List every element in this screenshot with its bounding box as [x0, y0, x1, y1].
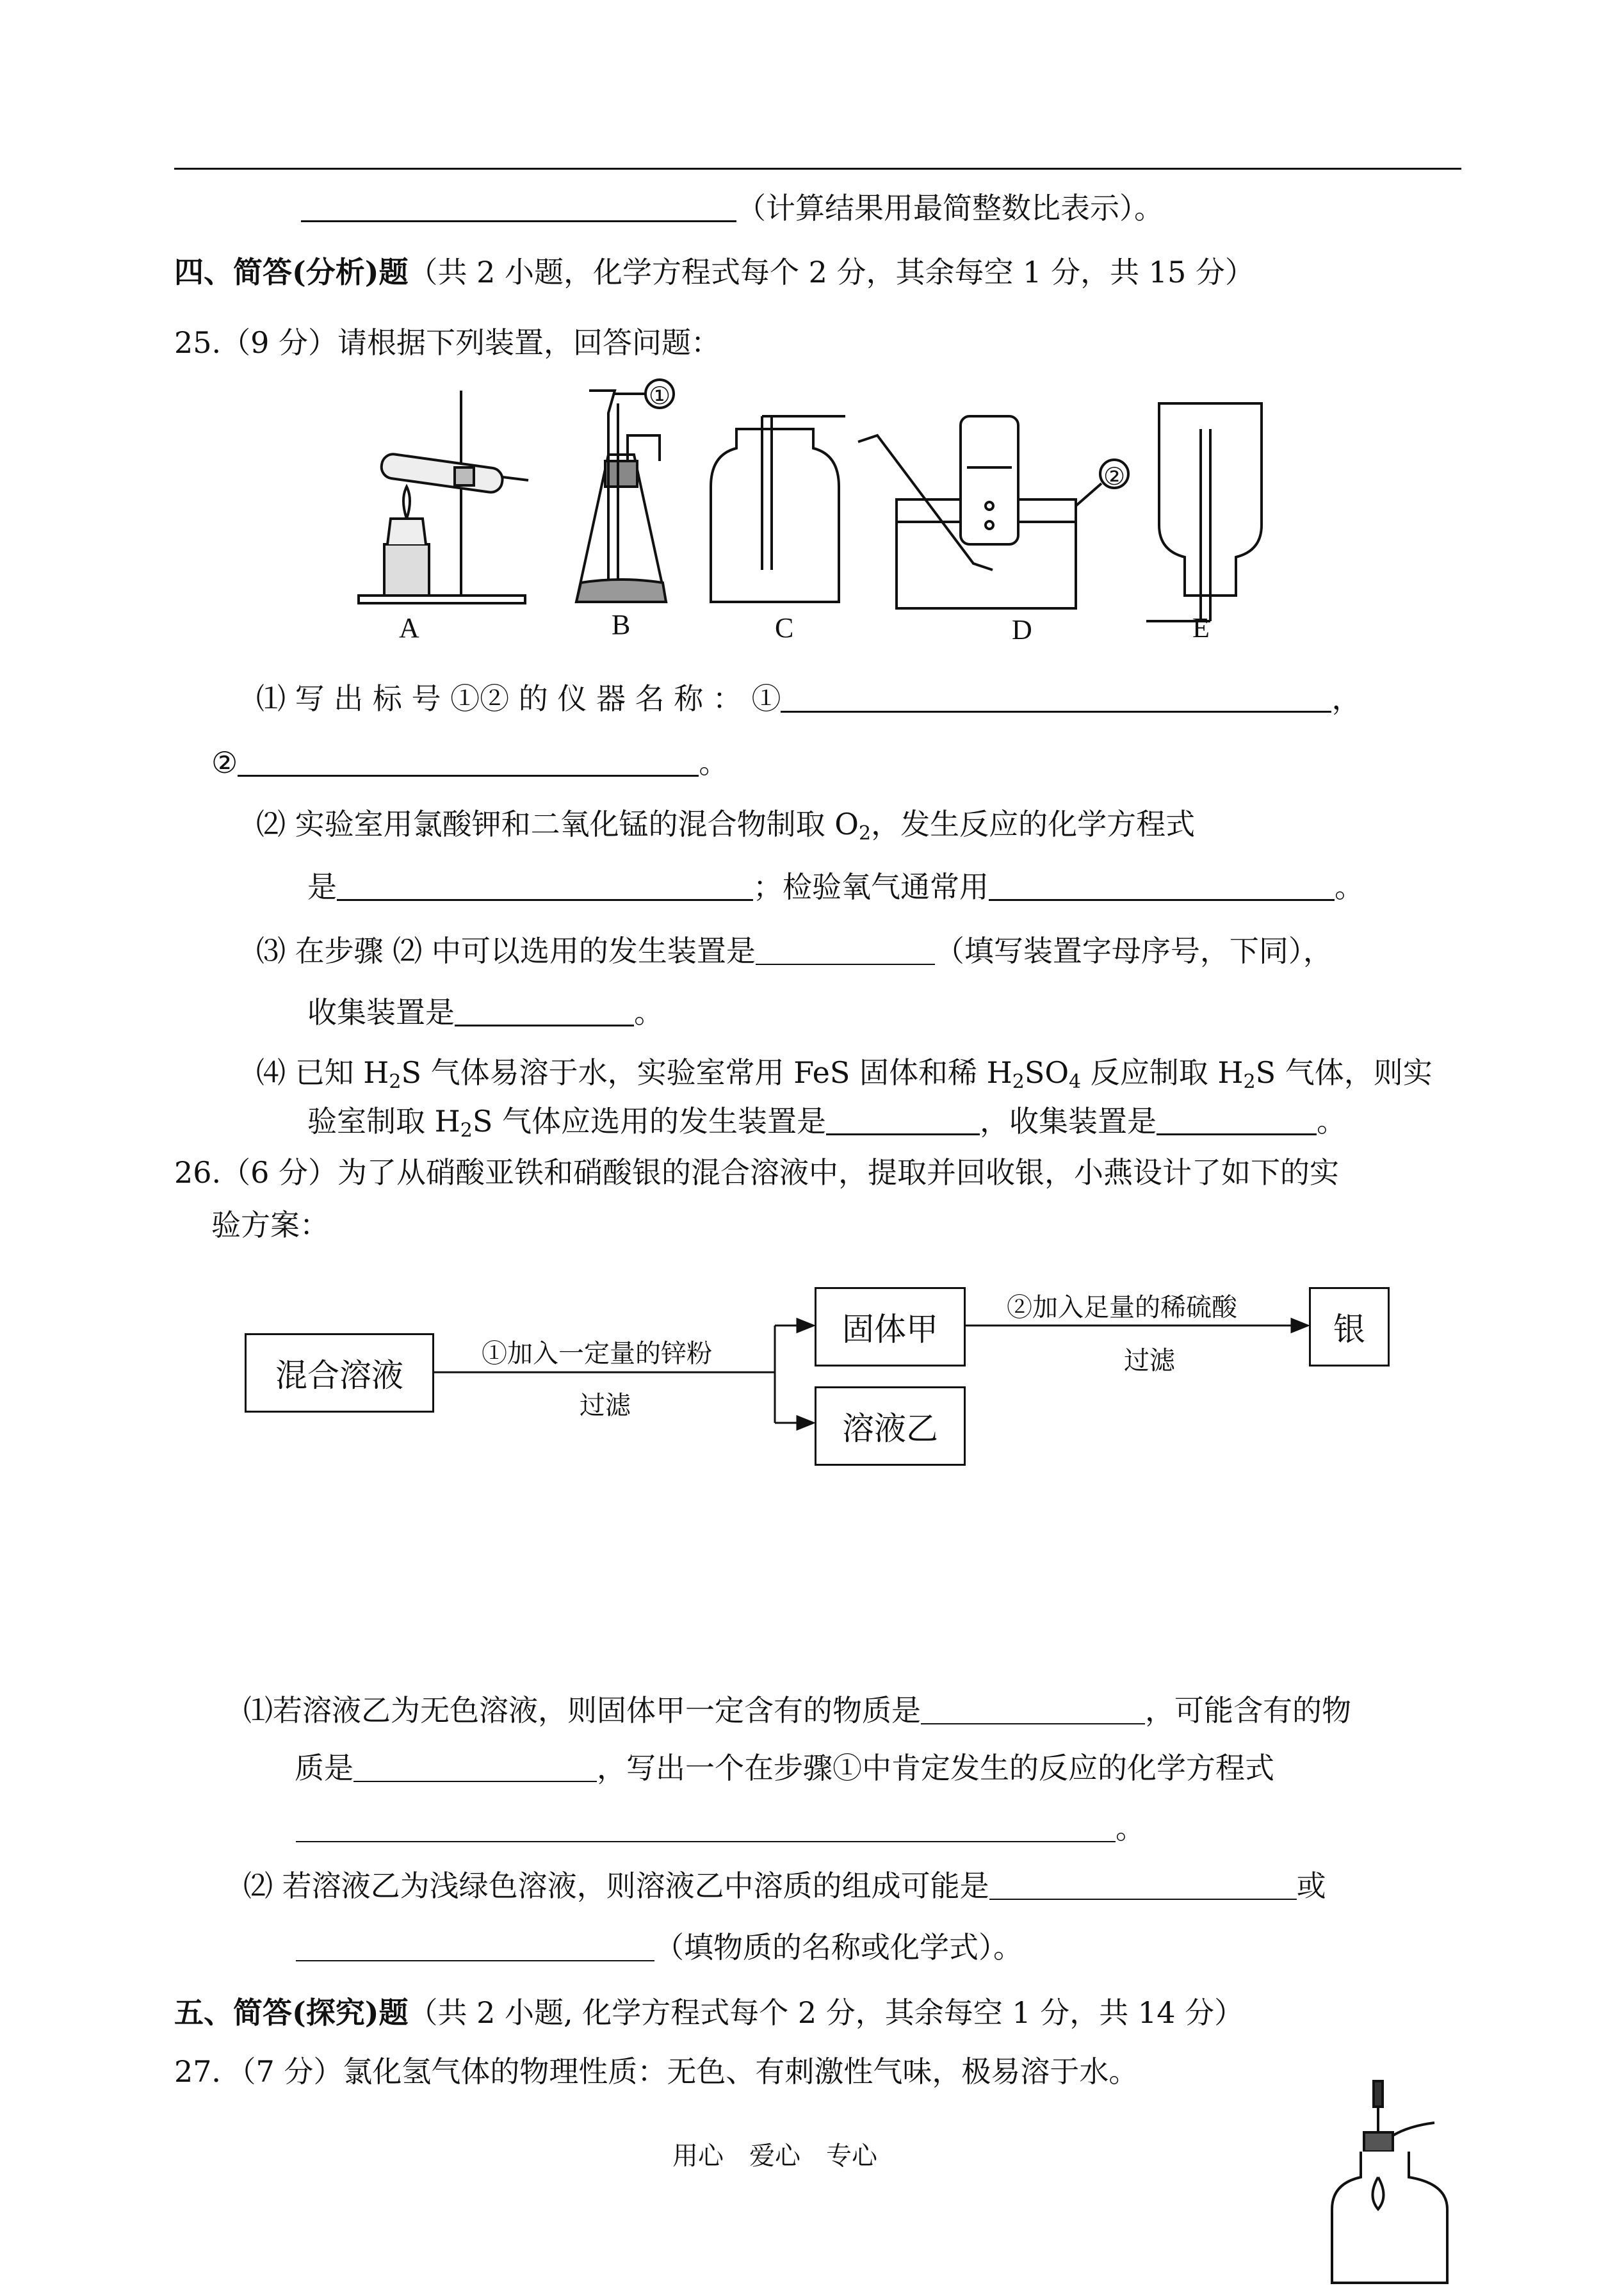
q25-p2a: ⑵ 实验室用氯酸钾和二氧化锰的混合物制取 $O_2$，发生反应的化学方程式 — [256, 807, 1196, 845]
flow-step2-label: ②加入足量的稀硫酸 — [1007, 1293, 1237, 1322]
answer-blank[interactable] — [296, 1815, 1116, 1842]
q26-p1a: ⑴若溶液乙为无色溶液，则固体甲一定含有的物质是 ，可能含有的物 — [243, 1693, 1351, 1728]
q25-p4b: 验室制取 $H_2S$ 气体应选用的发生装置是 ，收集装置是 。 — [307, 1104, 1346, 1142]
q27-head: 27．（7 分）氯化氢气体的物理性质：无色、有刺激性气味，极易溶于水。 — [174, 2054, 1139, 2089]
marker-1: ① — [649, 383, 671, 410]
line0-suffix: （计算结果用最简整数比表示）。 — [736, 191, 1164, 225]
section5-heading — [174, 1995, 1244, 2030]
q25-p4a: ⑷ 已知 $H_2S$ 气体易溶于水，实验室常用 FeS 固体和稀 $H_2SO_4$ 反应制取 $H_2S$ 气体，则实 — [256, 1055, 1433, 1093]
flow-mix-box: 混合溶液 — [245, 1333, 434, 1413]
section4-note: （共 2 小题，化学方程式每个 2 分，其余每空 1 分，共 15 分） — [408, 255, 1255, 289]
q25-head: 25.（9 分）请根据下列装置，回答问题： — [174, 325, 721, 360]
flow-solution-box: 溶液乙 — [815, 1386, 966, 1466]
dropper-bottle-figure — [1319, 2075, 1473, 2292]
flow-step1-label: ①加入一定量的锌粉 — [482, 1339, 712, 1368]
apparatus-label-e: E — [1192, 612, 1210, 644]
flow-filter1-label: 过滤 — [580, 1391, 631, 1420]
apparatus-label-a: A — [399, 612, 419, 644]
answer-blank[interactable] — [921, 1698, 1145, 1724]
section5-note: （共 2 小题, 化学方程式每个 2 分，其余每空 1 分，共 14 分） — [408, 1995, 1244, 2030]
flow-filter2-label: 过滤 — [1124, 1346, 1175, 1375]
q25-p2b: 是 ；检验氧气通常用 。 — [307, 870, 1364, 904]
q25-p3b: 收集装置是 。 — [307, 995, 663, 1030]
answer-blank[interactable] — [353, 1755, 597, 1782]
q25-p1b: ② 。 — [211, 745, 729, 780]
page-footer: 用心 爱心 专心 — [672, 2141, 877, 2171]
q26-head-a: 26.（6 分）为了从硝酸亚铁和硝酸银的混合溶液中，提取并回收银，小燕设计了如下的实 — [174, 1155, 1340, 1190]
answer-blank[interactable] — [989, 1873, 1297, 1900]
apparatus-label-c: C — [775, 612, 794, 644]
answer-blank[interactable] — [296, 1934, 654, 1961]
apparatus-label-d: D — [1012, 614, 1032, 645]
q26-p1c: 。 — [296, 1813, 1145, 1843]
flow-solid-box: 固体甲 — [815, 1287, 966, 1366]
q26-p1b: 质是 ，写出一个在步骤①中肯定发生的反应的化学方程式 — [295, 1751, 1274, 1785]
section4-title: 四、简答(分析)题 — [174, 255, 409, 289]
q26-p2a: ⑵ 若溶液乙为浅绿色溶液，则溶液乙中溶质的组成可能是 或 — [243, 1869, 1326, 1903]
q25-p3a: ⑶ 在步骤 ⑵ 中可以选用的发生装置是 （填写装置字母序号，下同）， — [256, 934, 1333, 968]
section5-title: 五、简答(探究)题 — [174, 1995, 409, 2030]
marker-2: ② — [1103, 464, 1126, 491]
q26-p2b: （填物质的名称或化学式）。 — [296, 1933, 1023, 1962]
flow-silver-box: 银 — [1309, 1287, 1390, 1366]
apparatus-label-b: B — [612, 609, 631, 640]
q26-head-b: 验方案： — [211, 1208, 329, 1242]
q25-p1a: ⑴ 写 出 标 号 ①② 的 仪 器 名 称 ： ① ， — [256, 681, 1361, 716]
